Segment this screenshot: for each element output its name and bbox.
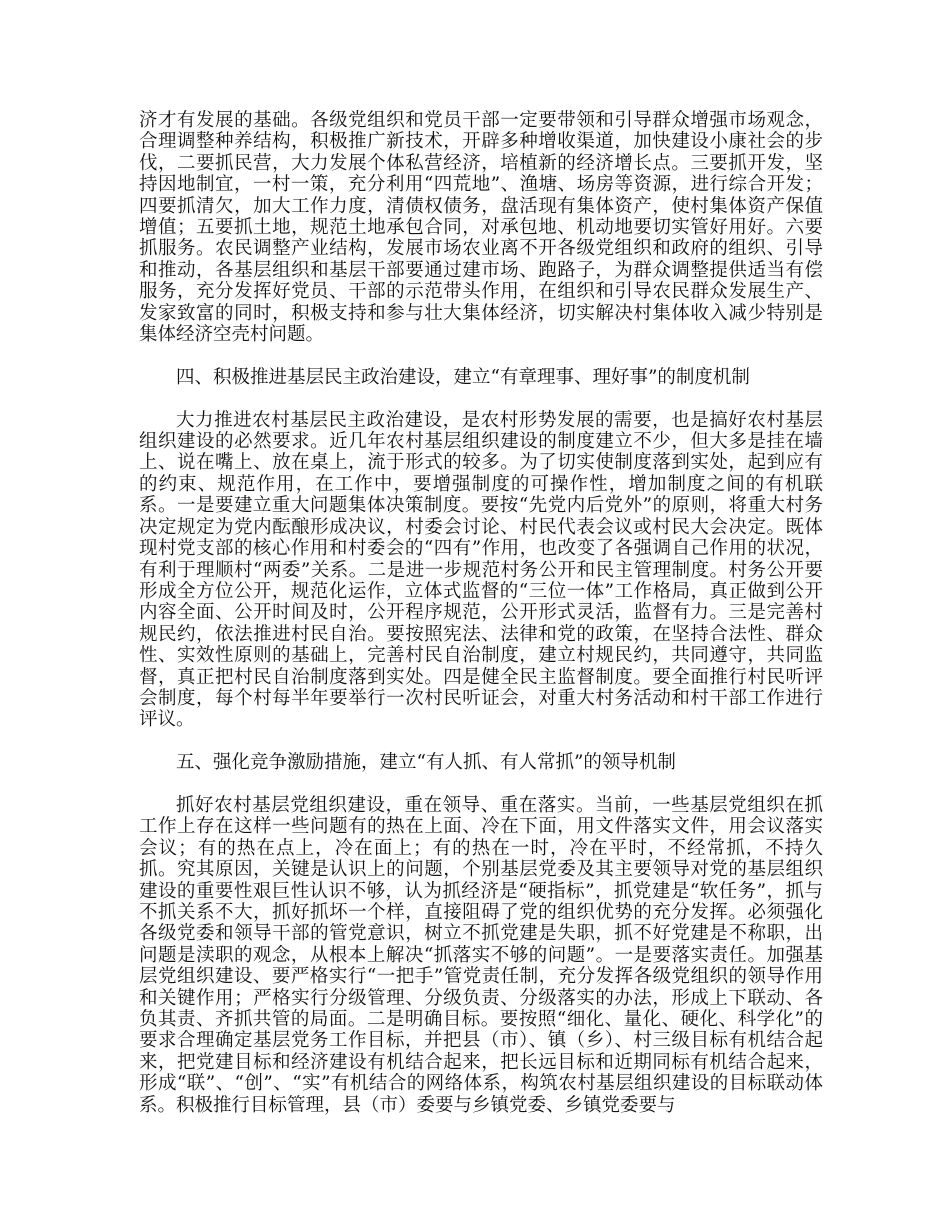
section-heading-4: 四、积极推进基层民主政治建设，建立“有章理事、理好事”的制度机制 [176, 366, 750, 388]
paragraph-continued: 济才有发展的基础。各级党组织和党员干部一定要带领和引导群众增强市场观念，合理调整种养结构，积极推广新技术，开辟多种增收渠道，加快建设小康社会的步伐，二要抓民营，大力发展个体私营经济，培植新的经济增长点。三要抓开发，坚持因地制宜，一村一策，充分利用“四荒地”、渔塘、场房等资源，进行综合开发；四要抓清欠，加大工作力度，清债权债务，盘活现有集体资产，使村集体资产保值增值；五要抓土地，规范土地承包合同，对承包地、机动地要切实管好用好。六要抓服务。农民调整产业结构，发展市场农业离不开各级党组织和政府的组织、引导和推动，各基层组织和基层干部要通过建市场、跑路子，为群众调整提供适当有偿服务，充分发挥好党员、干部的示范带头作用，在组织和引导农民群众发展生产、发家致富的同时，积极支持和参与壮大集体经济，切实解决村集体收入减少特别是集体经济空壳村问题。 [139, 110, 823, 346]
paragraph-gap [139, 388, 823, 409]
section-heading-5: 五、强化竞争激励措施，建立“有人抓、有人常抓”的领导机制 [176, 752, 676, 774]
paragraph-gap [139, 774, 823, 795]
paragraph-gap [139, 731, 823, 752]
paragraph-section-5: 抓好农村基层党组织建设，重在领导、重在落实。当前，一些基层党组织在抓工作上存在这样一些问题有的热在上面、冷在下面，用文件落实文件，用会议落实会议；有的热在点上，冷在面上；有的热在一时，冷在平时，不经常抓，不持久抓。究其原因，关键是认识上的问题，个别基层党委及其主要领导对党的基层组织建设的重要性艰巨性认识不够，认为抓经济是“硬指标”，抓党建是“软任务”，抓与不抓关系不大，抓好抓坏一个样，直接阻碍了党的组织优势的充分发挥。必须强化各级党委和领导干部的管党意识，树立不抓党建是失职，抓不好党建是不称职，出问题是渎职的观念，从根本上解决“抓落实不够的问题”。一是要落实责任。加强基层党组织建设、要严格实行“一把手”管党责任制，充分发挥各级党组织的领导作用和关键作用；严格实行分级管理、分级负责、分级落实的办法，形成上下联动、各负其责、齐抓共管的局面。二是明确目标。要按照“细化、量化、硬化、科学化”的要求合理确定基层党务工作目标，并把县（市）、镇（乡）、村三级目标有机结合起来，把党建目标和经济建设有机结合起来，把长远目标和近期同标有机结合起来，形成“联”、“创”、“实”有机结合的网络体系，构筑农村基层组织建设的目标联动体系。积极推行目标管理，县（市）委要与乡镇党委、乡镇党委要与 [139, 794, 823, 1116]
paragraph-section-4: 大力推进农村基层民主政治建设，是农村形势发展的需要，也是搞好农村基层组织建设的必然要求。近几年农村基层组织建设的制度建立不少，但大多是挂在墙上、说在嘴上、放在桌上，流于形式的较多。为了切实使制度落到实处，起到应有的约束、规范作用，在工作中，要增强制度的可操作性，增加制度之间的有机联系。一是要建立重大问题集体决策制度。要按“先党内后党外”的原则，将重大村务决定规定为党内酝酿形成决议，村委会讨论、村民代表会议或村民大会决定。既体现村党支部的核心作用和村委会的“四有”作用，也改变了各强调自己作用的状况，有利于理顺村“两委”关系。二是进一步规范村务公开和民主管理制度。村务公开要形成全方位公开，规范化运作，立体式监督的“三位一体”工作格局，真正做到公开内容全面、公开时间及时，公开程序规范，公开形式灵活，监督有力。三是完善村规民约，依法推进村民自治。要按照宪法、法律和党的政策，在坚持合法性、群众性、实效性原则的基础上，完善村民自治制度，建立村规民约，共同遵守，共同监督，真正把村民自治制度落到实处。四是健全民主监督制度。要全面推行村民听评会制度，每个村每半年要举行一次村民听证会，对重大村务活动和村干部工作进行评议。 [139, 409, 823, 731]
document-body [139, 110, 823, 1116]
paragraph-gap [139, 345, 823, 366]
